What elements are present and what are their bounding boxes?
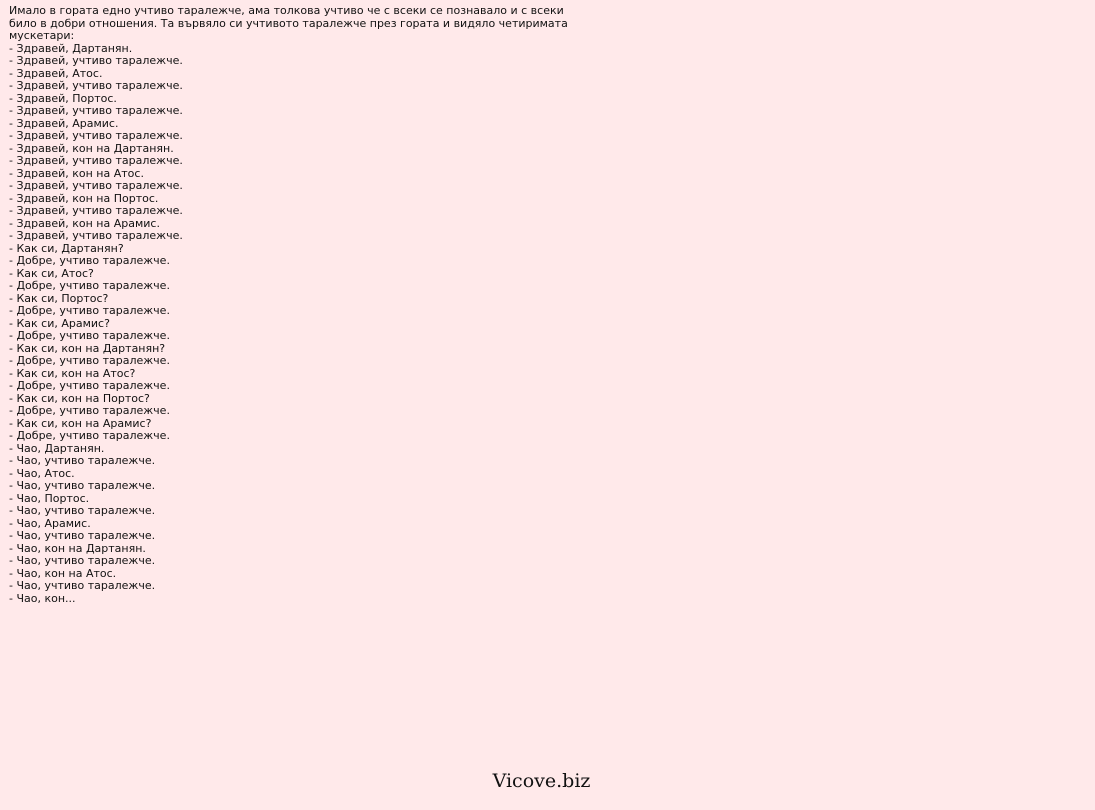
dialogue-line: - Чао, учтиво таралежче.	[9, 479, 156, 492]
dialogue-line: - Чао, кон...	[9, 591, 76, 605]
dialogue-line: - Здравей, учтиво таралежче.	[9, 104, 183, 117]
dialogue-line: - Чао, Дартанян.	[9, 441, 105, 455]
dialogue-line: - Как си, кон на Портос?	[9, 391, 150, 405]
dialogue-line: - Чао, учтиво таралежче.	[9, 504, 156, 517]
dialogue-list	[9, 43, 574, 606]
dialogue-line: - Здравей, учтиво таралежче.	[9, 179, 183, 192]
dialogue-line: - Здравей, учтиво таралежче.	[9, 54, 183, 67]
dialogue-line: - Здравей, Дартанян.	[9, 41, 133, 55]
dialogue-line: - Добре, учтиво таралежче.	[9, 379, 170, 392]
dialogue-line: - Как си, Арамис?	[9, 316, 110, 330]
dialogue-line: - Здравей, кон на Портос.	[9, 191, 159, 205]
dialogue-line: - Чао, учтиво таралежче.	[9, 579, 156, 592]
site-watermark: Vicove.biz	[492, 770, 591, 792]
dialogue-line: - Как си, Дартанян?	[9, 241, 124, 255]
dialogue-line: - Как си, кон на Атос?	[9, 366, 136, 380]
dialogue-line: - Как си, кон на Дартанян?	[9, 341, 166, 355]
dialogue-line: - Добре, учтиво таралежче.	[9, 254, 170, 267]
dialogue-line: - Здравей, кон на Дартанян.	[9, 141, 174, 155]
story-text	[9, 5, 574, 605]
dialogue-line: - Здравей, Арамис.	[9, 116, 119, 130]
dialogue-line: - Как си, кон на Арамис?	[9, 416, 152, 430]
dialogue-line: - Добре, учтиво таралежче.	[9, 354, 170, 367]
dialogue-line: - Добре, учтиво таралежче.	[9, 304, 170, 317]
dialogue-line: - Здравей, учтиво таралежче.	[9, 79, 183, 92]
dialogue-line: - Чао, Арамис.	[9, 516, 91, 530]
dialogue-line: - Здравей, учтиво таралежче.	[9, 229, 183, 242]
story-intro: Имало в гората едно учтиво таралежче, ама толкова учтиво че с всеки се познавало и с всеки било в добри отношения. Та вървяло си учтивото таралежче през гората и видяло четиримата мускетари:	[9, 4, 568, 42]
dialogue-line: - Здравей, учтиво таралежче.	[9, 154, 183, 167]
dialogue-line: - Здравей, Атос.	[9, 66, 103, 80]
dialogue-line: - Чао, учтиво таралежче.	[9, 529, 156, 542]
dialogue-line: - Добре, учтиво таралежче.	[9, 329, 170, 342]
dialogue-line: - Чао, учтиво таралежче.	[9, 454, 156, 467]
dialogue-line: - Чао, кон на Дартанян.	[9, 541, 146, 555]
dialogue-line: - Добре, учтиво таралежче.	[9, 429, 170, 442]
dialogue-line: - Здравей, кон на Атос.	[9, 166, 144, 180]
dialogue-line: - Здравей, учтиво таралежче.	[9, 129, 183, 142]
dialogue-line: - Чао, кон на Атос.	[9, 566, 117, 580]
dialogue-line: - Добре, учтиво таралежче.	[9, 279, 170, 292]
dialogue-line: - Здравей, кон на Арамис.	[9, 216, 160, 230]
dialogue-line: - Здравей, учтиво таралежче.	[9, 204, 183, 217]
dialogue-line: - Чао, учтиво таралежче.	[9, 554, 156, 567]
dialogue-line: - Добре, учтиво таралежче.	[9, 404, 170, 417]
dialogue-line: - Как си, Портос?	[9, 291, 109, 305]
dialogue-line: - Чао, Атос.	[9, 466, 75, 480]
dialogue-line: - Чао, Портос.	[9, 491, 90, 505]
dialogue-line: - Как си, Атос?	[9, 266, 94, 280]
dialogue-line: - Здравей, Портос.	[9, 91, 117, 105]
